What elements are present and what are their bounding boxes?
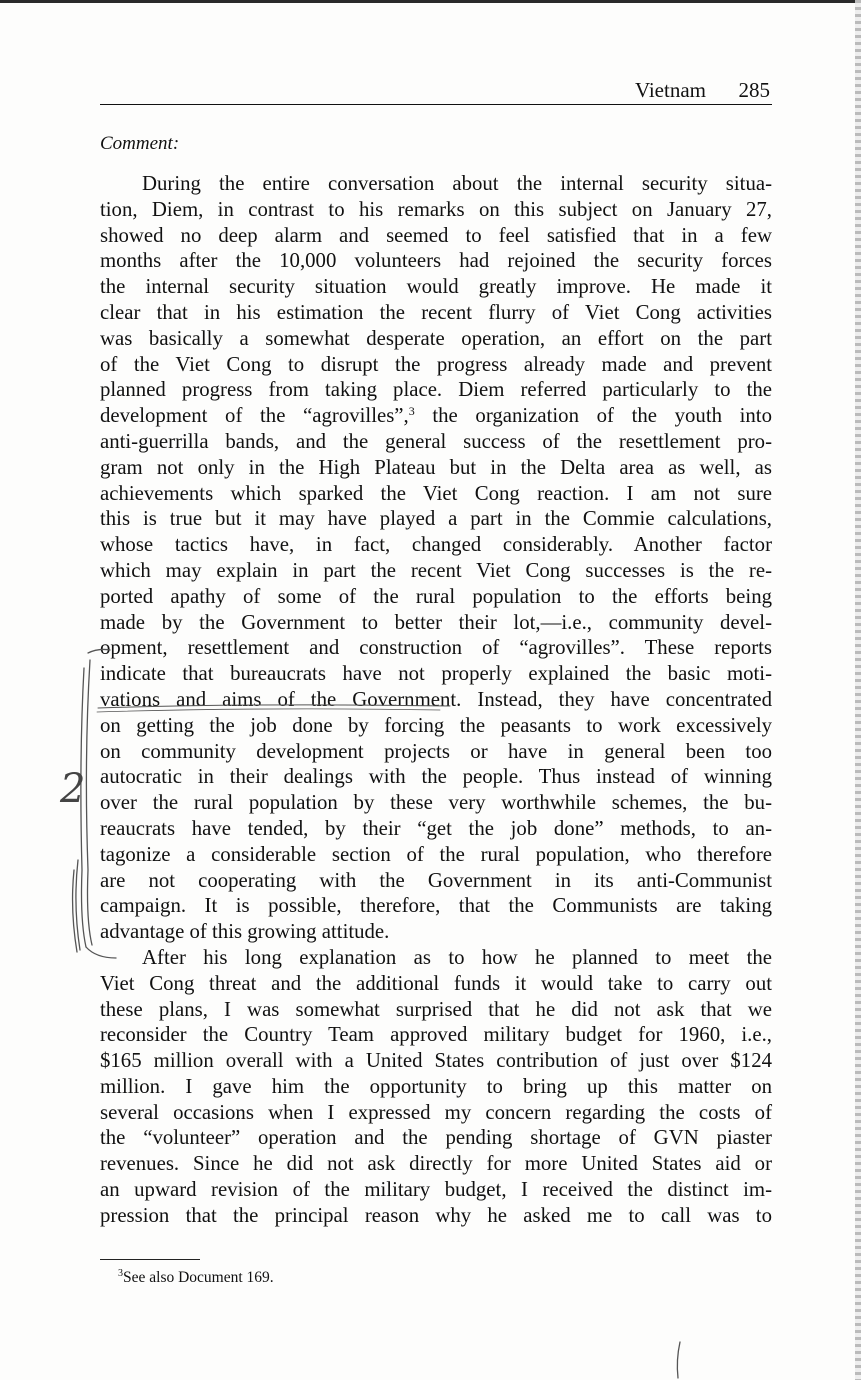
text-line: During the entire conversation about the internal security situa- [142, 172, 772, 195]
footnote-rule [100, 1259, 200, 1260]
text-line: tagonize a considerable section of the rural population, who therefore [100, 842, 772, 866]
body-text [100, 171, 772, 1229]
text-line: showed no deep alarm and seemed to feel satisfied that in a few [100, 223, 772, 247]
text-line: on getting the job done by forcing the peasants to work excessively [100, 713, 772, 737]
margin-bracket-line [76, 860, 80, 950]
text-line: campaign. It is possible, therefore, that the Communists are taking [100, 894, 772, 918]
running-head [100, 78, 772, 105]
text-line: reaucrats have tended, by their “get the job done” methods, to an- [100, 816, 772, 840]
footnote-marker: 3 [118, 1268, 123, 1279]
text-line: several occasions when I expressed my concern regarding the costs of [100, 1100, 772, 1124]
text-line: made by the Government to better their lot,—i.e., community devel- [100, 610, 772, 634]
text-line: million. I gave him the opportunity to bring up this matter on [100, 1074, 772, 1098]
text-line: indicate that bureaucrats have not properly explained the basic moti- [100, 662, 772, 686]
binding-edge [855, 0, 861, 1380]
footnote-text: See also Document 169. [123, 1269, 274, 1287]
text-segment: the organization of the youth into [414, 404, 772, 428]
text-line: are not cooperating with the Government in its anti-Communist [100, 868, 772, 892]
text-line: opment, resettlement and construction of “agrovilles”. These reports [100, 636, 772, 660]
text-line: After his long explanation as to how he planned to meet the [142, 945, 772, 969]
text-line: gram not only in the High Plateau but in the Delta area as well, as [100, 455, 772, 479]
margin-bracket-line [86, 660, 92, 945]
text-line: revenues. Since he did not ask directly for more United States aid or [100, 1152, 772, 1176]
text-line: these plans, I was somewhat surprised that he did not ask that we [100, 997, 772, 1021]
text-line: on community development projects or have in general been too [100, 739, 772, 763]
margin-note: 2 [60, 766, 86, 812]
text-line-with-footnote-ref [100, 403, 772, 429]
margin-bracket-line [73, 870, 77, 952]
footnote [118, 1268, 274, 1287]
margin-bracket-line [81, 668, 86, 947]
text-line: $165 million overall with a United States contribution of just over $124 [100, 1049, 772, 1073]
text-line: anti-guerrilla bands, and the general success of the resettlement pro- [100, 429, 772, 453]
text-line: advantage of this growing attitude. [100, 920, 390, 944]
top-page-edge [0, 0, 861, 3]
page-number: 285 [738, 78, 770, 102]
text-line: over the rural population by these very worthwhile schemes, the bu- [100, 791, 772, 815]
text-line: whose tactics have, in fact, changed considerably. Another factor [100, 533, 772, 557]
text-line: ported apathy of some of the rural population to the efforts being [100, 584, 772, 608]
text-line: which may explain in part the recent Viet Cong successes is the re- [100, 558, 772, 582]
text-line: an upward revision of the military budget, I received the distinct im- [100, 1178, 772, 1202]
text-line: clear that in his estimation the recent flurry of Viet Cong activities [100, 300, 772, 324]
text-line: autocratic in their dealings with the people. Thus instead of winning [100, 765, 772, 789]
section-title: Vietnam [634, 78, 706, 102]
text-line: vations and aims of the Government. Instead, they have concentrated [100, 687, 772, 711]
text-line: achievements which sparked the Viet Cong reaction. I am not sure [100, 481, 772, 505]
comment-label: Comment: [100, 133, 180, 154]
text-line: this is true but it may have played a part in the Commie calculations, [100, 507, 772, 531]
margin-tick [677, 1342, 680, 1378]
text-line: Viet Cong threat and the additional funds it would take to carry out [100, 971, 772, 995]
text-line: months after the 10,000 volunteers had rejoined the security forces [100, 249, 772, 273]
text-line: reconsider the Country Team approved military budget for 1960, i.e., [100, 1023, 772, 1047]
text-line: the “volunteer” operation and the pending shortage of GVN piaster [100, 1126, 772, 1150]
footnote-reference: 3 [408, 404, 415, 419]
text-line: pression that the principal reason why he asked me to call was to [100, 1203, 772, 1227]
text-line: of the Viet Cong to disrupt the progress already made and prevent [100, 352, 772, 376]
text-line: the internal security situation would greatly improve. He made it [100, 275, 772, 299]
text-line: tion, Diem, in contrast to his remarks on this subject on January 27, [100, 197, 772, 221]
text-line: planned progress from taking place. Diem referred particularly to the [100, 378, 772, 402]
text-segment: development of the “agrovilles”, [100, 404, 409, 428]
text-line: was basically a somewhat desperate operation, an effort on the part [100, 326, 772, 350]
